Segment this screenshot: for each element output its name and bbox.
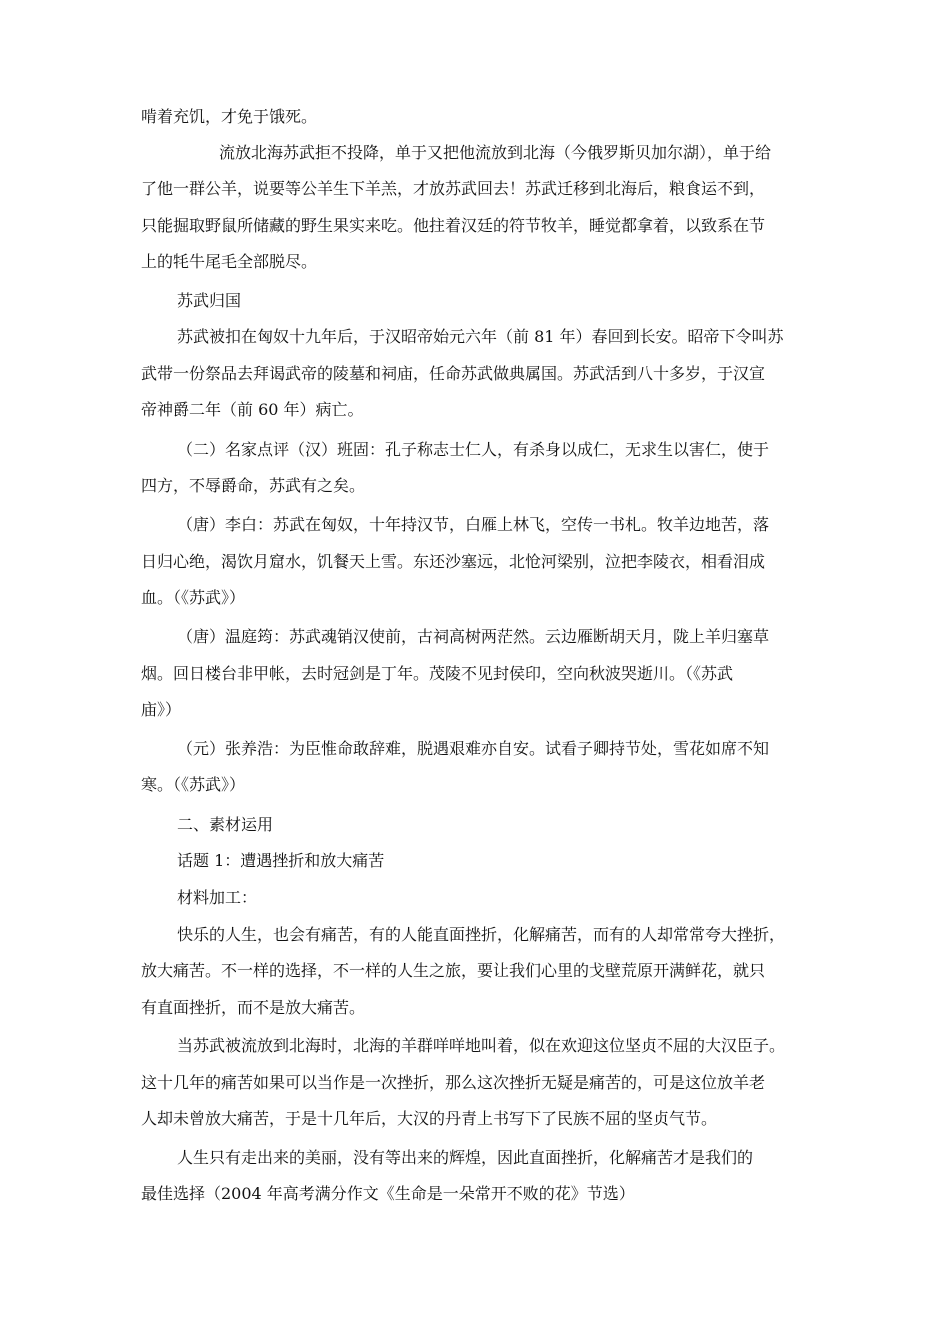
text-line: 当苏武被流放到北海时，北海的羊群咩咩地叫着，似在欢迎这位坚贞不屈的大汉臣子。 xyxy=(177,1036,786,1055)
text-line: 四方，不辱爵命，苏武有之矣。 xyxy=(141,476,366,495)
text-line: （唐）温庭筠：苏武魂销汉使前，古祠高树两茫然。云边雁断胡天月，陇上羊归塞草 xyxy=(177,627,770,646)
text-line: （唐）李白：苏武在匈奴，十年持汉节，白雁上林飞，空传一书札。牧羊边地苦，落 xyxy=(177,515,770,534)
text-line: 庙》） xyxy=(141,700,182,719)
text-line: 最佳选择（2004 年高考满分作文《生命是一朵常开不败的花》节选） xyxy=(141,1184,635,1203)
text-line: 武带一份祭品去拜谒武帝的陵墓和祠庙，任命苏武做典属国。苏武活到八十多岁，于汉宣 xyxy=(141,364,766,383)
text-line: 人生只有走出来的美丽，没有等出来的辉煌，因此直面挫折，化解痛苦才是我们的 xyxy=(177,1148,754,1167)
text-line: 只能掘取野鼠所储藏的野生果实来吃。他拄着汉廷的符节牧羊，睡觉都拿着，以致系在节 xyxy=(141,216,766,235)
text-line: 流放北海苏武拒不投降，单于又把他流放到北海（今俄罗斯贝加尔湖），单于给 xyxy=(219,143,772,162)
section-heading: 苏武归国 xyxy=(177,291,242,310)
text-line: 放大痛苦。不一样的选择，不一样的人生之旅，要让我们心里的戈壁荒原开满鲜花，就只 xyxy=(141,961,766,980)
text-line: 血。（《苏武》） xyxy=(141,588,246,607)
text-line: 快乐的人生，也会有痛苦，有的人能直面挫折，化解痛苦，而有的人却常常夸大挫折， xyxy=(177,925,786,944)
text-line: 这十几年的痛苦如果可以当作是一次挫折，那么这次挫折无疑是痛苦的，可是这位放羊老 xyxy=(141,1073,766,1092)
text-line: 烟。回日楼台非甲帐，去时冠剑是丁年。茂陵不见封侯印，空向秋波哭逝川。（《苏武 xyxy=(141,664,734,683)
text-line: 寒。（《苏武》） xyxy=(141,775,246,794)
subheading: 材料加工： xyxy=(177,888,258,907)
text-line: （元）张养浩：为臣惟命敢辞难，脱遇艰难亦自安。试看子卿持节处，雪花如席不知 xyxy=(177,739,770,758)
text-line: 了他一群公羊，说要等公羊生下羊羔，才放苏武回去！苏武迁移到北海后，粮食运不到， xyxy=(141,179,766,198)
text-line: （二）名家点评（汉）班固：孔子称志士仁人，有杀身以成仁，无求生以害仁，使于 xyxy=(177,440,770,459)
text-line: 日归心绝，渴饮月窟水，饥餐天上雪。东还沙塞远，北怆河梁别，泣把李陵衣，相看泪成 xyxy=(141,552,766,571)
section-heading: 二、素材运用 xyxy=(177,815,274,834)
text-line: 有直面挫折，而不是放大痛苦。 xyxy=(141,998,366,1017)
text-line: 人却未曾放大痛苦，于是十几年后，大汉的丹青上书写下了民族不屈的坚贞气节。 xyxy=(141,1109,718,1128)
text-line: 上的牦牛尾毛全部脱尽。 xyxy=(141,252,318,271)
text-line: 帝神爵二年（前 60 年）病亡。 xyxy=(141,400,364,419)
topic-heading: 话题 1：遭遇挫折和放大痛苦 xyxy=(177,851,385,870)
text-line: 啃着充饥，才免于饿死。 xyxy=(141,107,318,126)
text-line: 苏武被扣在匈奴十九年后，于汉昭帝始元六年（前 81 年）春回到长安。昭帝下令叫苏 xyxy=(177,327,784,346)
